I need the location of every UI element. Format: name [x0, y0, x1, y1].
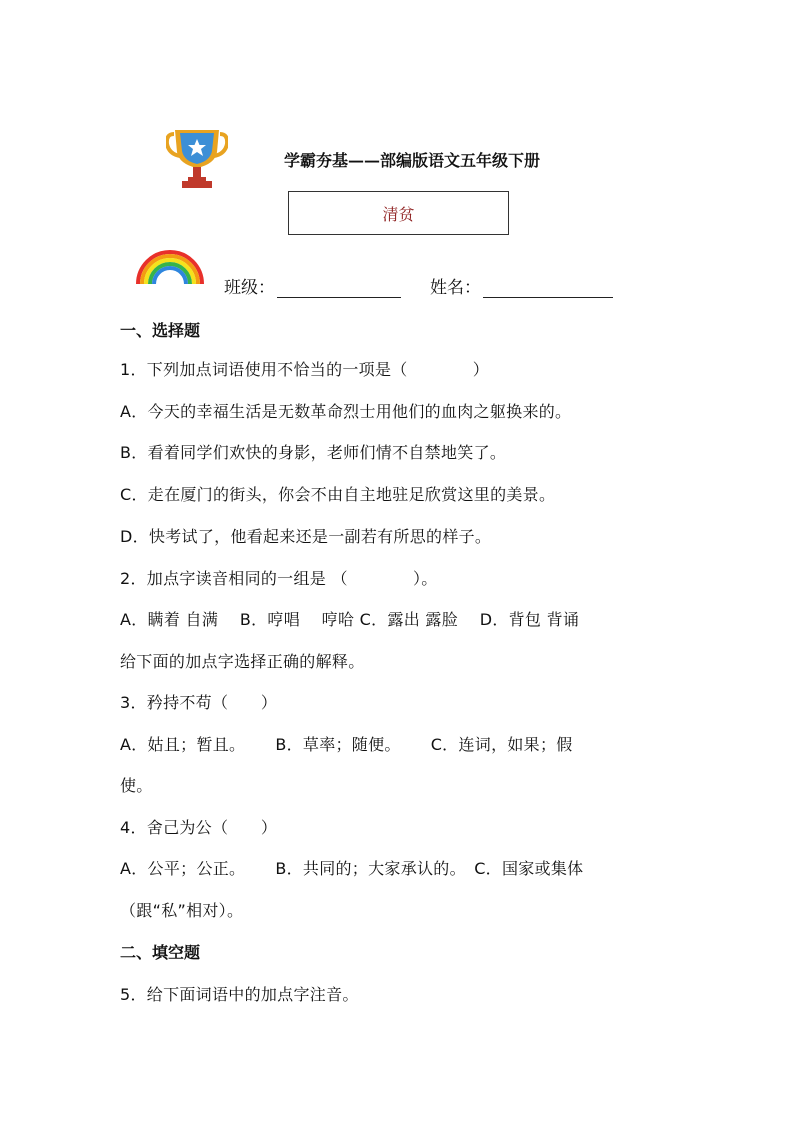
q1-option-b: B．看着同学们欢快的身影，老师们情不自禁地笑了。: [120, 443, 507, 462]
instruction-text: 给下面的加点字选择正确的解释。: [120, 652, 365, 671]
name-input-line[interactable]: [483, 279, 613, 298]
q4-options-line1: A．公平；公正。 B．共同的；大家承认的。 C．国家或集体: [120, 859, 584, 878]
q1-stem: 1．下列加点词语使用不恰当的一项是（ ）: [120, 360, 490, 379]
q1-option-a: A．今天的幸福生活是无数革命烈士用他们的血肉之躯换来的。: [120, 402, 572, 421]
q2-stem: 2．加点字读音相同的一组是 （ ）。: [120, 569, 438, 588]
class-input-line[interactable]: [277, 279, 401, 298]
class-field: [224, 273, 401, 298]
q1-option-c: C．走在厦门的街头，你会不由自主地驻足欣赏这里的美景。: [120, 485, 556, 504]
lesson-title-box: [288, 191, 509, 235]
q3-options-line1: A．姑且；暂且。 B．草率；随便。 C．连词，如果；假: [120, 735, 573, 754]
section-heading-choice: 一、选择题: [120, 321, 201, 340]
class-label: 班级：: [224, 278, 275, 298]
rainbow-icon: [134, 246, 206, 286]
q2-options: A．瞒着 自满 B．哼唱 哼哈 C．露出 露脸 D．背包 背诵: [120, 610, 580, 629]
section-heading-fill: 二、填空题: [120, 943, 201, 962]
trophy-icon: [166, 128, 228, 190]
lesson-title: 清贫: [382, 204, 415, 224]
document-title: 学霸夯基——部编版语文五年级下册: [284, 151, 541, 170]
q5-stem: 5．给下面词语中的加点字注音。: [120, 985, 359, 1004]
q1-option-d: D．快考试了，他看起来还是一副若有所思的样子。: [120, 527, 492, 546]
q3-options-line2: 使。: [120, 776, 153, 795]
q4-options-line2: （跟“私”相对）。: [120, 901, 244, 920]
q4-stem: 4．舍己为公（ ）: [120, 818, 278, 837]
name-label: 姓名：: [430, 278, 481, 298]
name-field: [430, 273, 613, 298]
q3-stem: 3．矜持不苟（ ）: [120, 693, 278, 712]
